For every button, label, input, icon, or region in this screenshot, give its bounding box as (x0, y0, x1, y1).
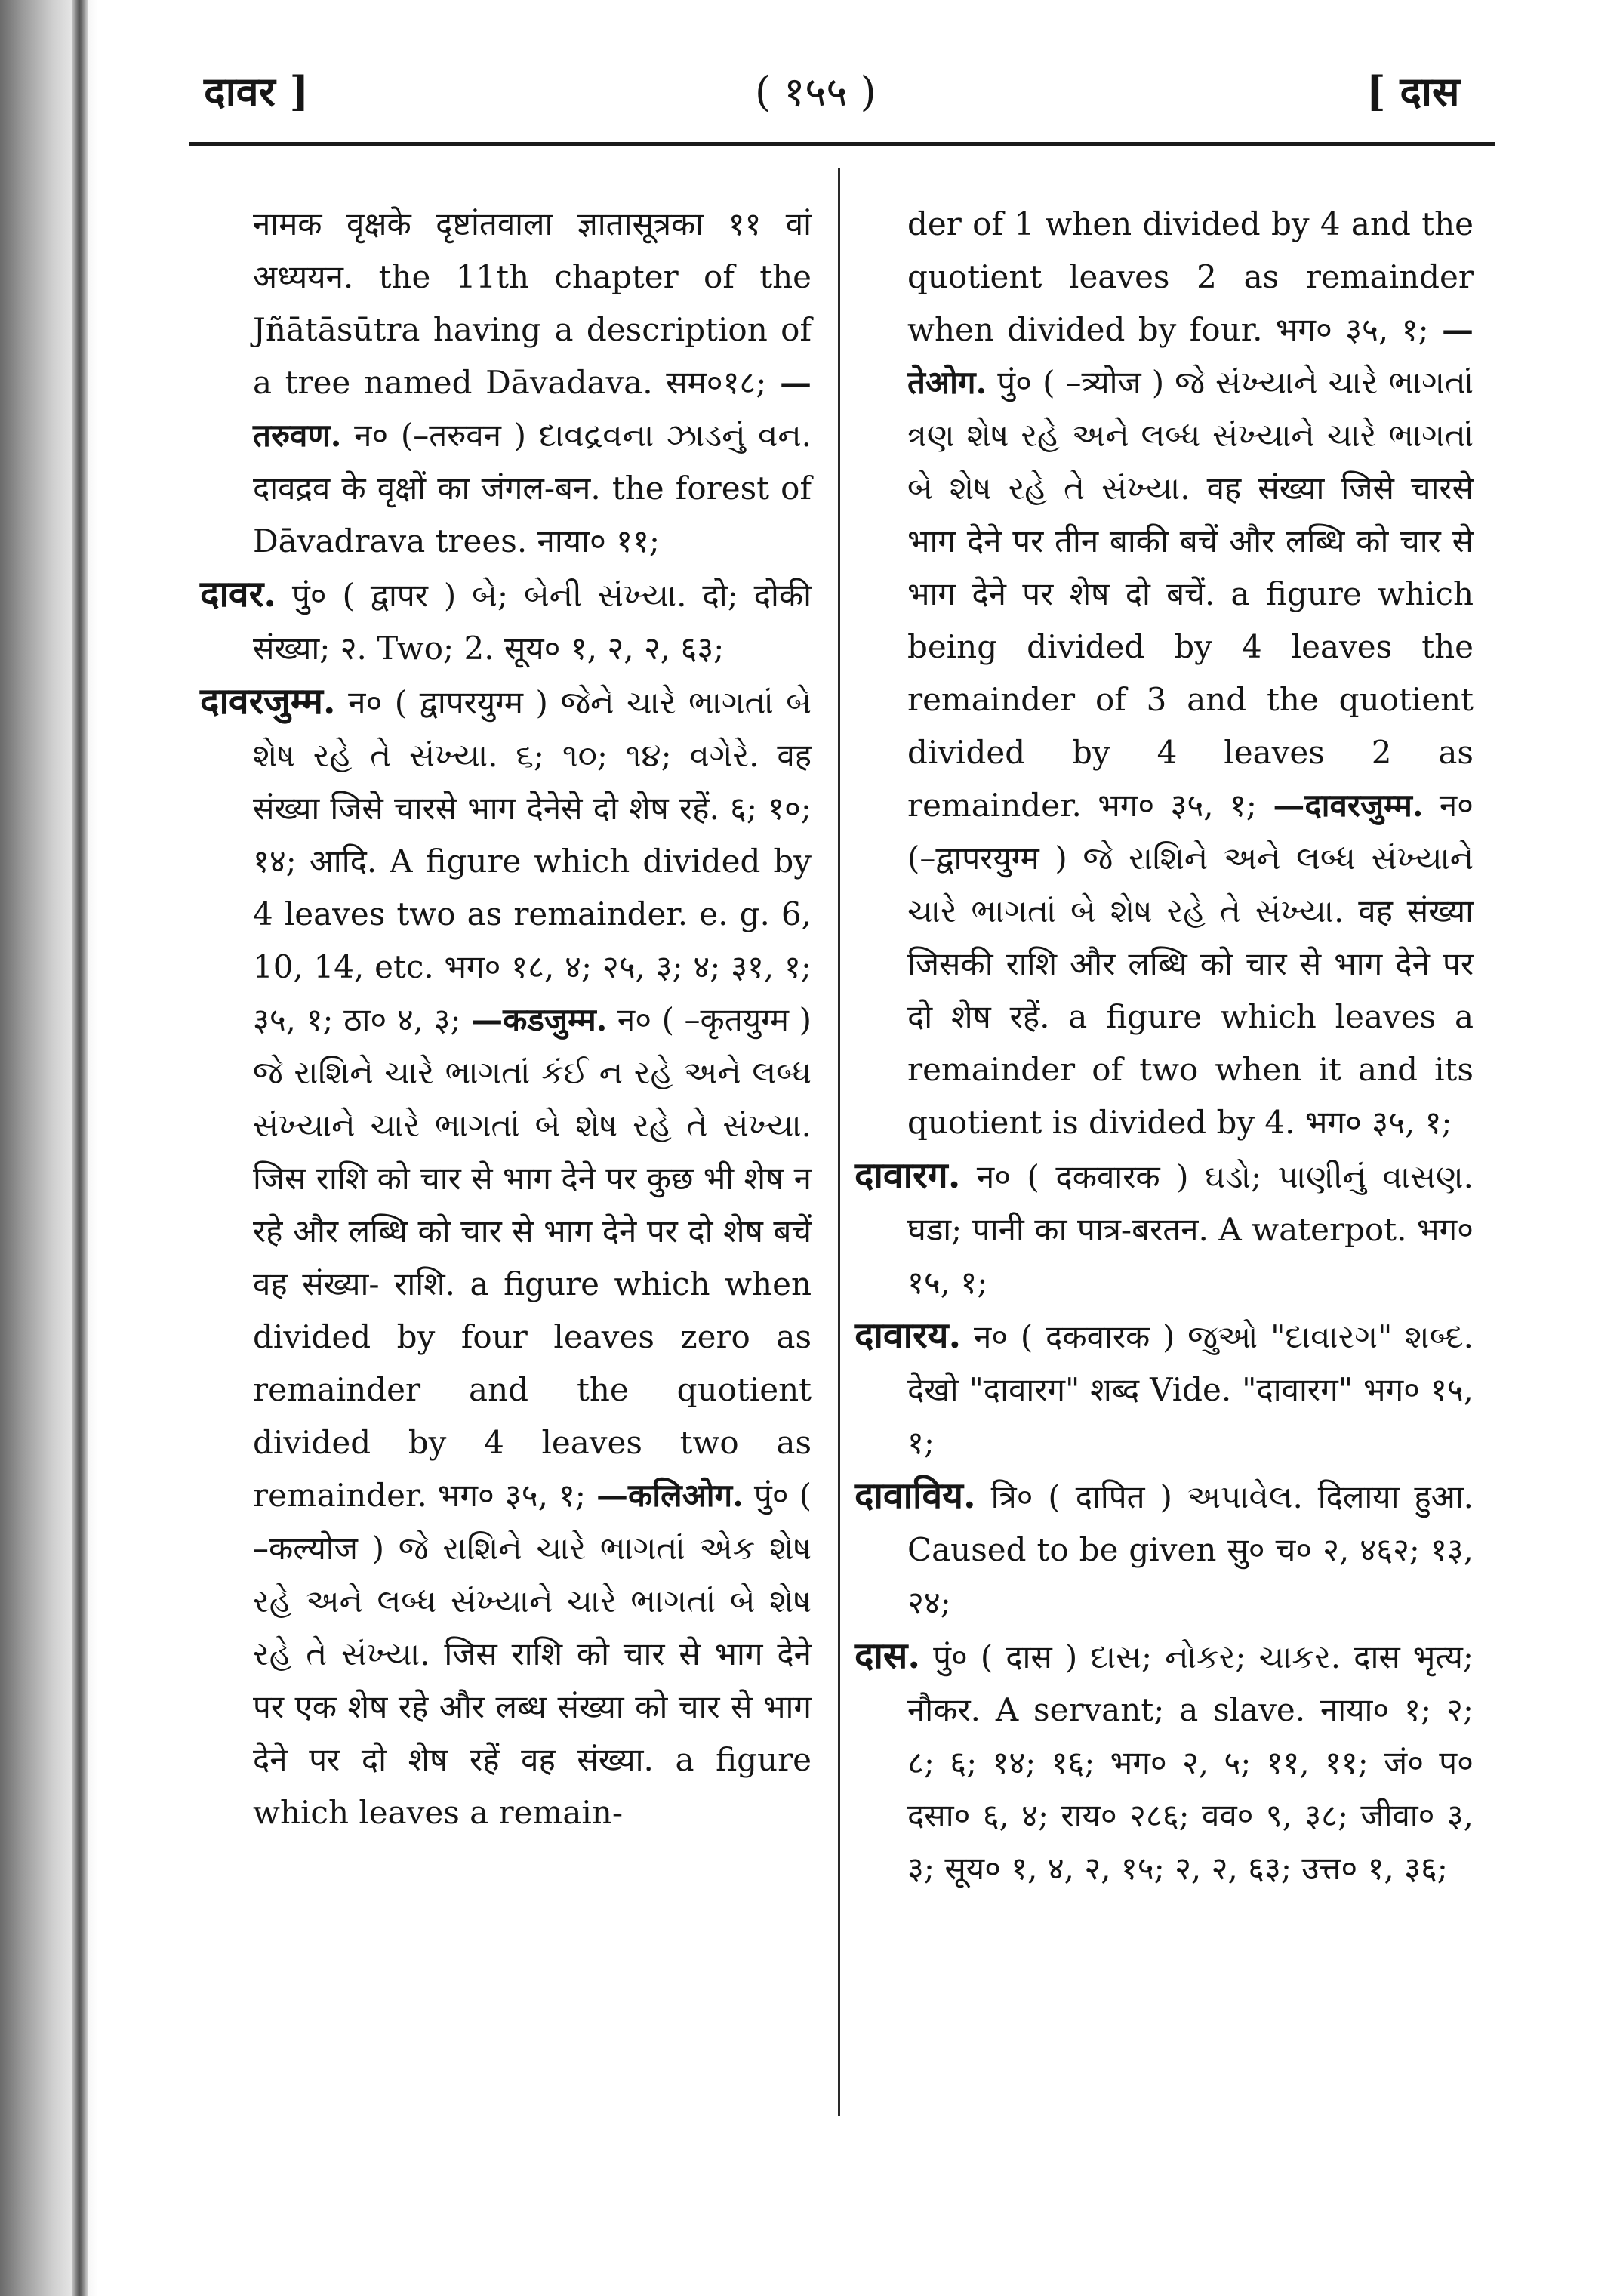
headword: दावरजुम्म. (200, 680, 336, 723)
continuation-text: पुं० ( –त्र्योज ) જે સંખ્યાને ચારે ભાગતાં ત્રણ શેષ રહે અને લબ્ધ સંખ્યાને ચારે ભાગતાં બે શેષ રહે તે સંખ્યા. वह संख्या जिसे चारसे भाग देने पर तीन बाकी बचें और लब्धि को चार से भाग देने पर शेष दो बचें. a figure which being divided by 4 leaves the remainder of 3 and the quotient divided by 4 leaves 2 as remainder. भग० ३५, १; (907, 364, 1474, 824)
sub-headword: —कलिओग. (596, 1477, 744, 1514)
headword: दास. (855, 1635, 921, 1677)
dictionary-entry (200, 675, 812, 1839)
headword: दावाविय. (855, 1475, 976, 1517)
header-left-guideword: दावर ] (204, 67, 310, 116)
sub-headword: —तरुवण. (253, 364, 812, 454)
entry-text: न० ( दकवारक ) ઘડો; પાણીનું વાસણ. घडा; पानी का पात्र-बरतन. A waterpot. भग० १५, १; (907, 1158, 1474, 1301)
continuation-text: नामक वृक्षके दृष्टांतवाला ज्ञातासूत्रका ११ वां अध्ययन. the 11th chapter of the Jñātāsūtra having a description of a tree named Dāvadava. सम०१८; (253, 205, 812, 401)
sub-headword: —तेओग. (907, 311, 1474, 401)
dictionary-entry (855, 1629, 1474, 1895)
entry-text: न० ( –कृतयुग्म ) જે રાશિને ચારે ભાગતાં કંઈ ન રહે અને લબ્ધ સંખ્યાને ચારે ભાગતાં બે શેષ રહે તે સંખ્યા. जिस राशि को चार से भाग देने पर कुछ भी शेष न रहे और लब्धि को चार से भाग देने पर दो शेष बचें वह संख्या- राशि. a figure which when divided by four leaves zero as remainder and the quotient divided by 4 leaves two as remainder. भग० ३५, १; (253, 1001, 812, 1514)
page-number: ( १५५ ) (755, 68, 876, 116)
sub-headword: —दावरजुम्म. (1273, 787, 1424, 824)
dictionary-entry (855, 1149, 1474, 1309)
entry-text: न० ( दकवारक ) જુઓ "દાવારગ" શબ્દ. देखो "दावारग" शब्द Vide. "दावारग" भग० १५, १; (907, 1318, 1474, 1461)
left-column (200, 198, 812, 1839)
header-right-guideword: [ दास (1366, 67, 1460, 116)
entry-text: त्रि० ( दापित ) અપાવેલ. दिलाया हुआ. Caused to be given सु० च० २, ४६२; १३, २४; (907, 1478, 1474, 1621)
entry-text: पुं० ( द्वापर ) બે; બેની સંખ્યા. दो; दोकी संख्या; २. Two; 2. सूय० १, २, २, ६३; (253, 577, 812, 667)
continuation-text: न० (–द्वापरयुग्म ) જે રાશિને અને લબ્ધ સંખ્યાને ચારે ભાગતાં બે શેષ રહે તે સંખ્યા. वह संख्या जिसकी राशि और लब्धि को चार से भाग देने पर दो शेष रहें. a figure which leaves a remainder of two when it and its quotient is divided by 4. भग० ३५, १; (907, 787, 1474, 1141)
dictionary-entry (855, 1469, 1474, 1629)
right-column (855, 198, 1474, 1895)
headword: दावारय. (855, 1314, 962, 1357)
headword: दावारग. (855, 1154, 961, 1197)
entry-text: पुं० ( दास ) દાસ; નોકર; ચાકર. दास भृत्य; नौकर. A servant; a slave. नाया० १; २; ८; ६; १४; १६; भग० २, ५; ११, ११; जं० प० दसा० ६, ४; राय० २८६; वव० ९, ३८; जीवा० ३, ३; सूय० १, ४, २, १५; २, २, ६३; उत्त० १, ३६; (907, 1638, 1474, 1887)
dictionary-entry (200, 568, 812, 675)
entry-text: पुं० ( –कल्योज ) જે રાશિને ચારે ભાગતાં એક શેષ રહે અને લબ્ધ સંખ્યાને ચારે ભાગતાં બે શેષ રહે તે સંખ્યા. जिस राशि को चार से भाग देने पर एक शेष रहे और लब्ध संख्या को चार से भाग देने पर दो शेष रहें वह संख्या. a figure which leaves a remain- (253, 1477, 812, 1831)
sub-headword: —कडजुम्म. (471, 1001, 608, 1038)
dictionary-entry (855, 1309, 1474, 1469)
continuation-paragraph (200, 198, 812, 568)
header-rule (189, 142, 1495, 146)
continuation-text: der of 1 when divided by 4 and the quotient leaves 2 as remainder when divided by four. भग० ३५, १; (907, 205, 1474, 348)
scan-gutter-shadow (72, 0, 88, 2296)
column-divider (838, 168, 840, 2116)
continuation-paragraph (855, 198, 1474, 1149)
continuation-text: न० (–तरुवन ) દાવદ્રવના ઝાડનું વન. दावद्रव के वृक्षों का जंगल-बन. the forest of Dāvadrava trees. नाया० ११; (253, 417, 812, 559)
headword: दावर. (200, 573, 276, 615)
entry-text: न० ( द्वापरयुग्म ) જેને ચારે ભાગતાં બે શેષ રહે તે સંખ્યા. ૬; ૧૦; ૧૪; વગેરે. वह संख्या जिसे चारसे भाग देनेसे दो शेष रहें. ६; १०; १४; आदि. A figure which divided by 4 leaves two as remainder. e. g. 6, 10, 14, etc. भग० १८, ४; २५, ३; ४; ३१, १; ३५, १; ठा० ४, ३; (253, 684, 812, 1038)
